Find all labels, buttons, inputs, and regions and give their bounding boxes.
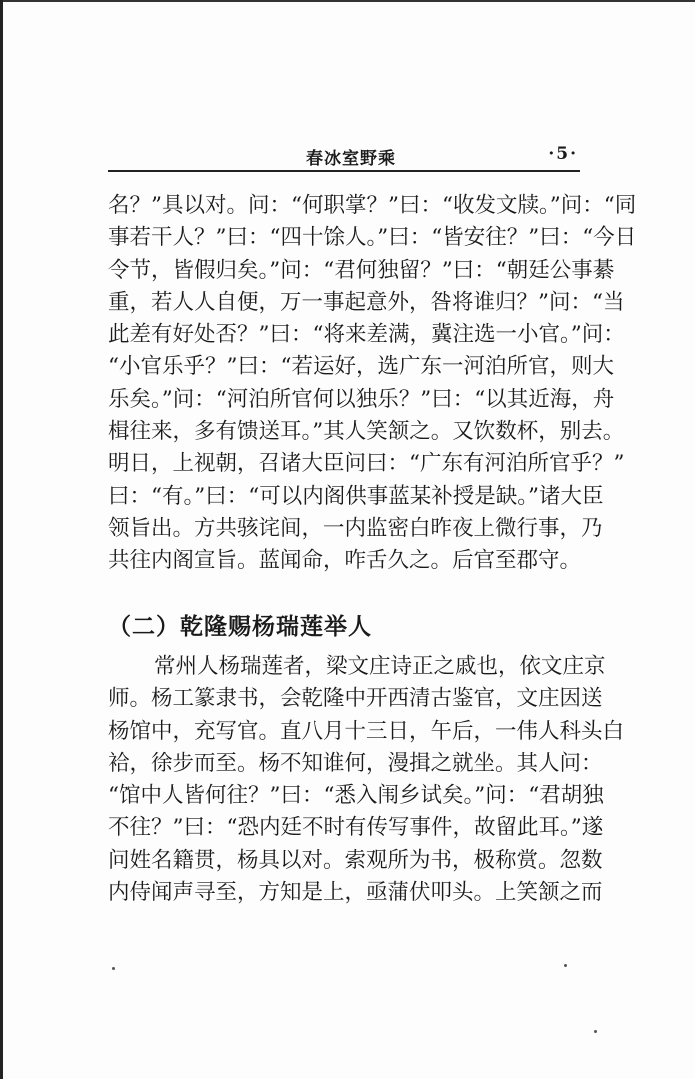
text-line: 内侍闻声寻至，方知是上，亟蒲伏叩头。上笑颔之而 — [108, 880, 603, 906]
text-line: 此差有好处否？”曰：“将来差满，冀注选一小官。”问： — [108, 322, 625, 348]
text-line: 师。杨工篆隶书，会乾隆中开西清古鉴官，文庄因送 — [108, 686, 603, 712]
text-line: 明日，上视朝，召诸大臣问曰：“广东有河泊所官乎？” — [108, 451, 625, 477]
text-line: 不往？”曰：“恐内廷不时有传写事件，故留此耳。”遂 — [108, 815, 604, 841]
text-line: 乐矣。”问：“河泊所官何以独乐？”曰：“以其近海，舟 — [108, 386, 615, 412]
text-line: 名？”具以对。问：“何职掌？”曰：“收发文牍。”问：“同 — [108, 193, 637, 218]
text-line: 杨馆中，充写官。直八月十三日，午后，一伟人科头白 — [108, 718, 625, 744]
running-header-title: 春冰室野乘 — [306, 149, 396, 169]
running-header — [108, 142, 578, 170]
text-line: 令节，皆假归矣。”问：“君何独留？”曰：“朝廷公事綦 — [108, 257, 615, 283]
scan-speck — [112, 967, 115, 970]
text-line: 共往内阁宣旨。蓝闻命，咋舌久之。后官至郡守。 — [108, 548, 582, 574]
paragraph-new-section — [108, 651, 625, 909]
page-left-edge — [0, 0, 3, 1079]
text-line: “馆中人皆何往？”曰：“悉入闱乡试矣。”问：“君胡独 — [108, 783, 604, 809]
text-line: “小官乐乎？”曰：“若运好，选广东一河泊所官，则大 — [108, 354, 614, 380]
text-line: 领旨出。方共骇诧间，一内监密白昨夜上微行事，乃 — [108, 515, 603, 541]
section-heading: （二）乾隆赐杨瑞莲举人 — [108, 613, 372, 640]
text-line: 楫往来，多有馈送耳。”其人笑颔之。又饮数杯，别去。 — [108, 419, 625, 445]
page-number: ·5· — [548, 144, 578, 164]
scan-speck — [564, 964, 567, 967]
text-line: 袷，徐步而至。杨不知谁何，漫揖之就坐。其人问： — [108, 750, 603, 776]
header-rule — [108, 170, 580, 172]
text-line: 重，若人人自便，万一事起意外，咎将谁归？”问：“当 — [108, 289, 625, 315]
text-line: 常州人杨瑞莲者，梁文庄诗正之戚也，依文庄京 — [154, 654, 606, 679]
scan-speck — [594, 1030, 597, 1033]
text-line: 曰：“有。”曰：“可以内阁供事蓝某补授是缺。”诸大臣 — [108, 483, 604, 509]
text-line: 问姓名籍贯，杨具以对。索观所为书，极称赏。忽数 — [108, 847, 603, 873]
paragraph-continued — [108, 190, 637, 578]
text-line: 事若干人？”曰：“四十馀人。”曰：“皆安往？”曰：“今日 — [108, 225, 637, 251]
page-top-edge — [0, 0, 695, 2]
